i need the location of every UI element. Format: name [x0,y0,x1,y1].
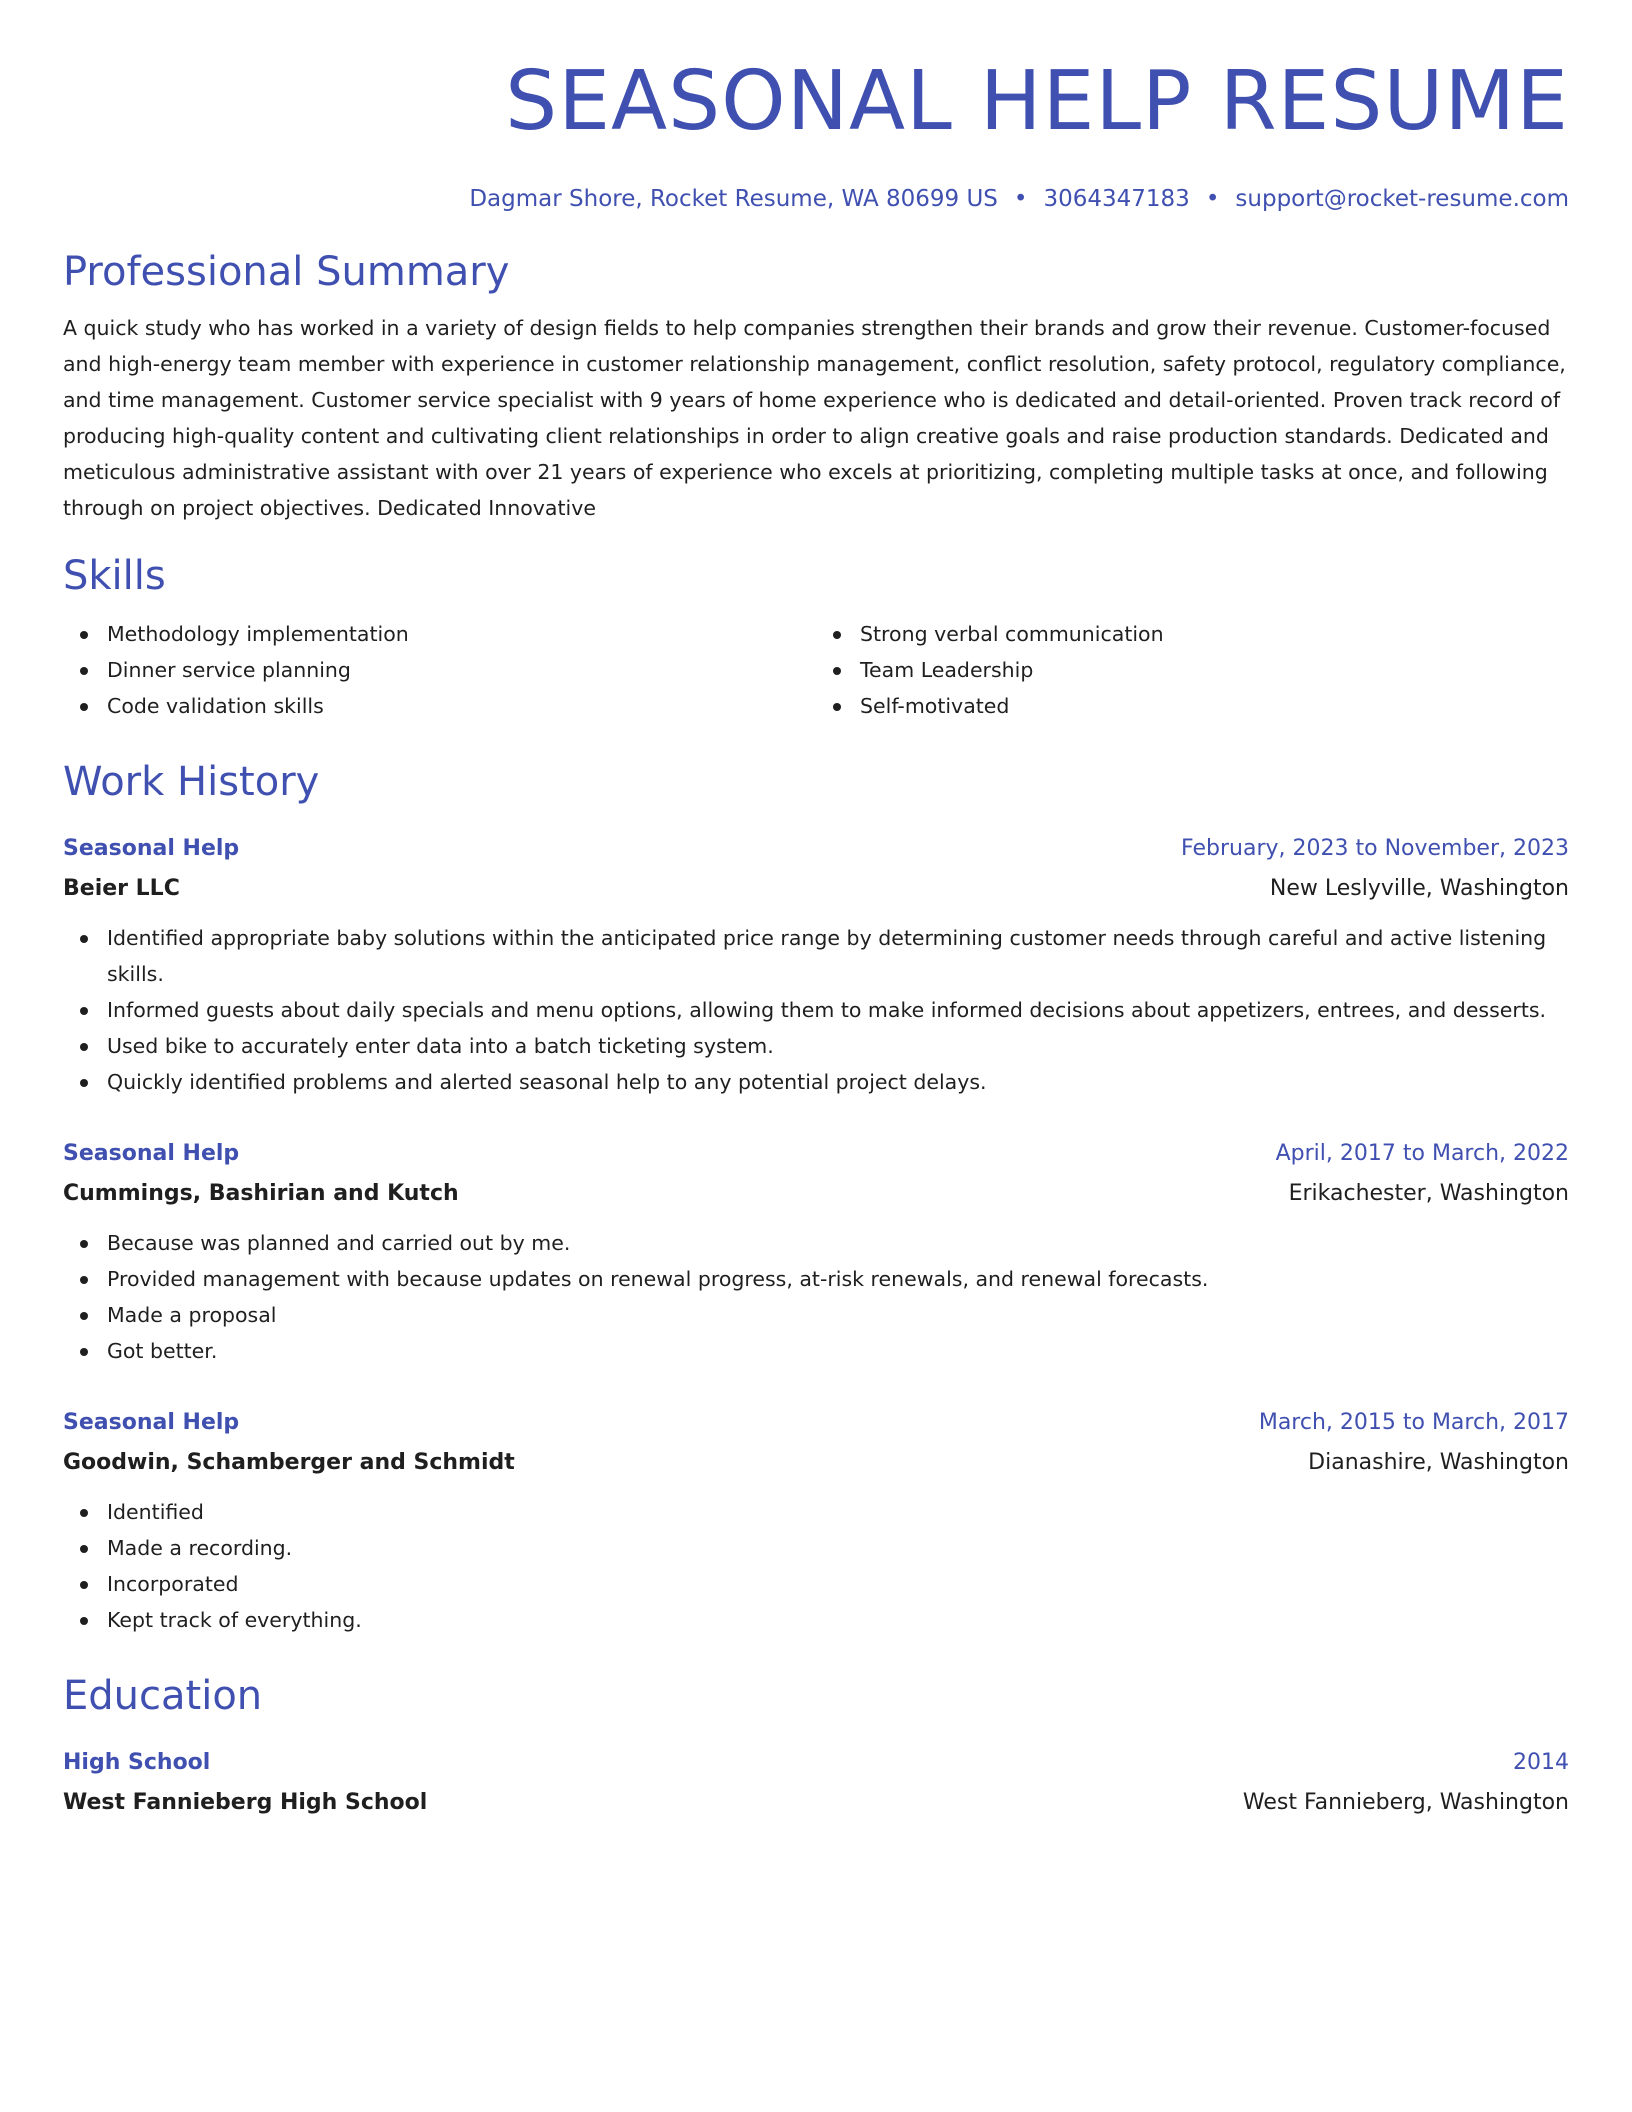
skill-item: Methodology implementation [63,616,816,652]
job-location: Erikachester, Washington [1288,1181,1569,1206]
skills-list [63,616,1569,724]
skill-item: Strong verbal communication [816,616,1569,652]
job-bullet: Because was planned and carried out by me. [63,1225,1569,1261]
job-location: Dianashire, Washington [1308,1450,1569,1475]
job-title: Seasonal Help [63,1141,240,1166]
job-header-row [63,1134,1569,1174]
job-header-row [63,829,1569,869]
job-bullet: Identified [63,1494,1569,1530]
job-header-row [63,1403,1569,1443]
job-company-row [63,1443,1569,1483]
job-entry [63,829,1569,1100]
contact-email: support@rocket-resume.com [1235,186,1569,212]
skills-column-left [63,616,816,724]
summary-heading: Professional Summary [63,249,510,295]
job-company-row [63,1174,1569,1214]
skills-heading: Skills [63,553,166,599]
job-bullet: Made a proposal [63,1297,1569,1333]
job-bullets [63,1494,1569,1638]
job-title: Seasonal Help [63,1410,240,1435]
job-company: Beier LLC [63,876,180,901]
skill-item: Code validation skills [63,688,816,724]
job-bullet: Kept track of everything. [63,1602,1569,1638]
education-school: West Fannieberg High School [63,1790,428,1815]
skill-item: Team Leadership [816,652,1569,688]
job-bullets [63,920,1569,1100]
contact-line [63,184,1569,214]
education-location: West Fannieberg, Washington [1242,1790,1569,1815]
job-bullet: Used bike to accurately enter data into a batch ticketing system. [63,1028,1569,1064]
contact-address: Dagmar Shore, Rocket Resume, WA 80699 US [469,186,998,212]
job-company-row [63,869,1569,909]
education-year: 2014 [1513,1750,1569,1775]
education-heading: Education [63,1673,263,1719]
skill-item: Self-motivated [816,688,1569,724]
job-location: New Leslyville, Washington [1269,876,1569,901]
education-degree: High School [63,1750,211,1775]
summary-text: A quick study who has worked in a variety of design fields to help companies strengthen their brands and grow their revenue. Customer-focused and high-energy team member with experience in customer relationship management, conflict resolution, safety protocol, regulatory compliance, and time management. Customer service specialist with 9 years of home experience who is dedicated and detail-oriented. Proven track record of producing high-quality content and cultivating client relationships in order to align creative goals and raise production standards. Dedicated and meticulous administrative assistant with over 21 years of experience who excels at prioritizing, completing multiple tasks at once, and following through on project objectives. Dedicated Innovative [63,316,1566,520]
education-header-row [63,1743,1569,1783]
job-company: Goodwin, Schamberger and Schmidt [63,1450,515,1475]
contact-phone: 3064347183 [1043,186,1190,212]
contact-separator: • [1205,186,1220,212]
contact-separator: • [1013,186,1028,212]
job-bullet: Got better. [63,1333,1569,1369]
job-dates: February, 2023 to November, 2023 [1181,836,1569,861]
resume-title: SEASONAL HELP RESUME [505,54,1569,149]
education-school-row [63,1783,1569,1823]
job-bullet: Provided management with because updates on renewal progress, at-risk renewals, and renewal forecasts. [63,1261,1569,1297]
education-entry [63,1743,1569,1823]
job-entry [63,1134,1569,1369]
job-bullet: Quickly identified problems and alerted seasonal help to any potential project delays. [63,1064,1569,1100]
job-dates: April, 2017 to March, 2022 [1275,1141,1569,1166]
job-dates: March, 2015 to March, 2017 [1258,1410,1569,1435]
work-history-heading: Work History [63,759,320,805]
job-bullet: Incorporated [63,1566,1569,1602]
skill-item: Dinner service planning [63,652,816,688]
job-bullet: Made a recording. [63,1530,1569,1566]
job-title: Seasonal Help [63,836,240,861]
skills-column-right [816,616,1569,724]
job-bullet: Informed guests about daily specials and menu options, allowing them to make informed decisions about appetizers, entrees, and desserts. [63,992,1569,1028]
job-entry [63,1403,1569,1638]
job-bullet: Identified appropriate baby solutions within the anticipated price range by determining customer needs through careful and active listening skills. [63,920,1569,992]
job-bullets [63,1225,1569,1369]
job-company: Cummings, Bashirian and Kutch [63,1181,459,1206]
